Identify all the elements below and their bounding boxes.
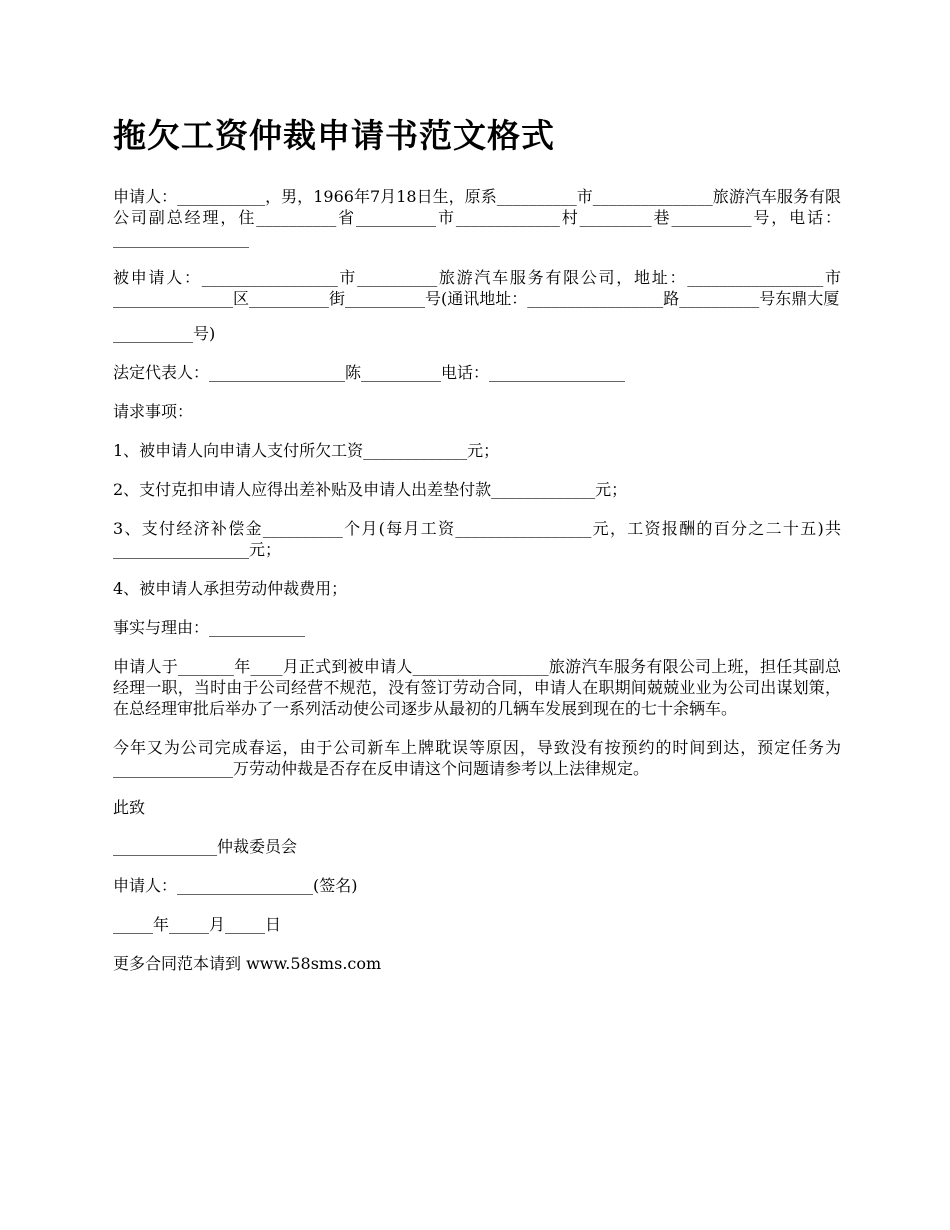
claim-item-1: 1、被申请人向申请人支付所欠工资_____________元； [113,441,500,460]
arbitration-committee: _____________仲裁委员会 [113,837,298,856]
respondent-address-cont: __________号) [113,324,216,343]
footer-link: 更多合同范本请到 www.58sms.com [113,954,382,973]
facts-paragraph-2: 今年又为公司完成春运，由于公司新车上牌耽误等原因，导致没有按预约的时间到达，预定任务为_______________万劳动仲裁是否存在反申请这个问题请参考以上法律规定。 [113,738,841,778]
claims-heading: 请求事项： [113,402,194,421]
legal-representative: 法定代表人：_________________陈__________电话：_________________ [113,363,626,382]
facts-heading: 事实与理由：____________ [113,618,306,637]
facts-paragraph-1: 申请人于_______年____月正式到被申请人_________________旅游汽车服务有限公司上班，担任其副总经理一职，当时由于公司经营不规范，没有签订劳动合同，申请人在职期间兢兢业业为公司出谋划策，在总经理审批后举办了一系列活动使公司逐步从最初的几辆车发展到现在的七十余辆车。 [113,657,841,718]
document-title: 拖欠工资仲裁申请书范文格式 [113,116,555,155]
date-line: _____年_____月_____日 [113,915,282,934]
document-page [113,112,841,992]
respondent-info: 被申请人：_________________市__________旅游汽车服务有限公司，地址：_________________市_______________区__________街__________号(通讯地址：_________________路__________号东鼎大厦 [113,268,841,308]
claim-item-3: 3、支付经济补偿金__________个月(每月工资_________________元，工资报酬的百分之二十五)共_________________元； [113,519,841,559]
salutation: 此致 [113,798,146,817]
claim-item-2: 2、支付克扣申请人应得出差补贴及申请人出差垫付款_____________元； [113,480,628,499]
applicant-signature: 申请人：_________________(签名) [113,876,358,895]
claim-item-4: 4、被申请人承担劳动仲裁费用； [113,579,348,598]
applicant-info: 申请人：___________，男，1966年7月18日生，原系__________市_______________旅游汽车服务有限公司副总经理，住__________省__________市_____________村_________巷__________号，电话：_________________ [113,187,841,248]
